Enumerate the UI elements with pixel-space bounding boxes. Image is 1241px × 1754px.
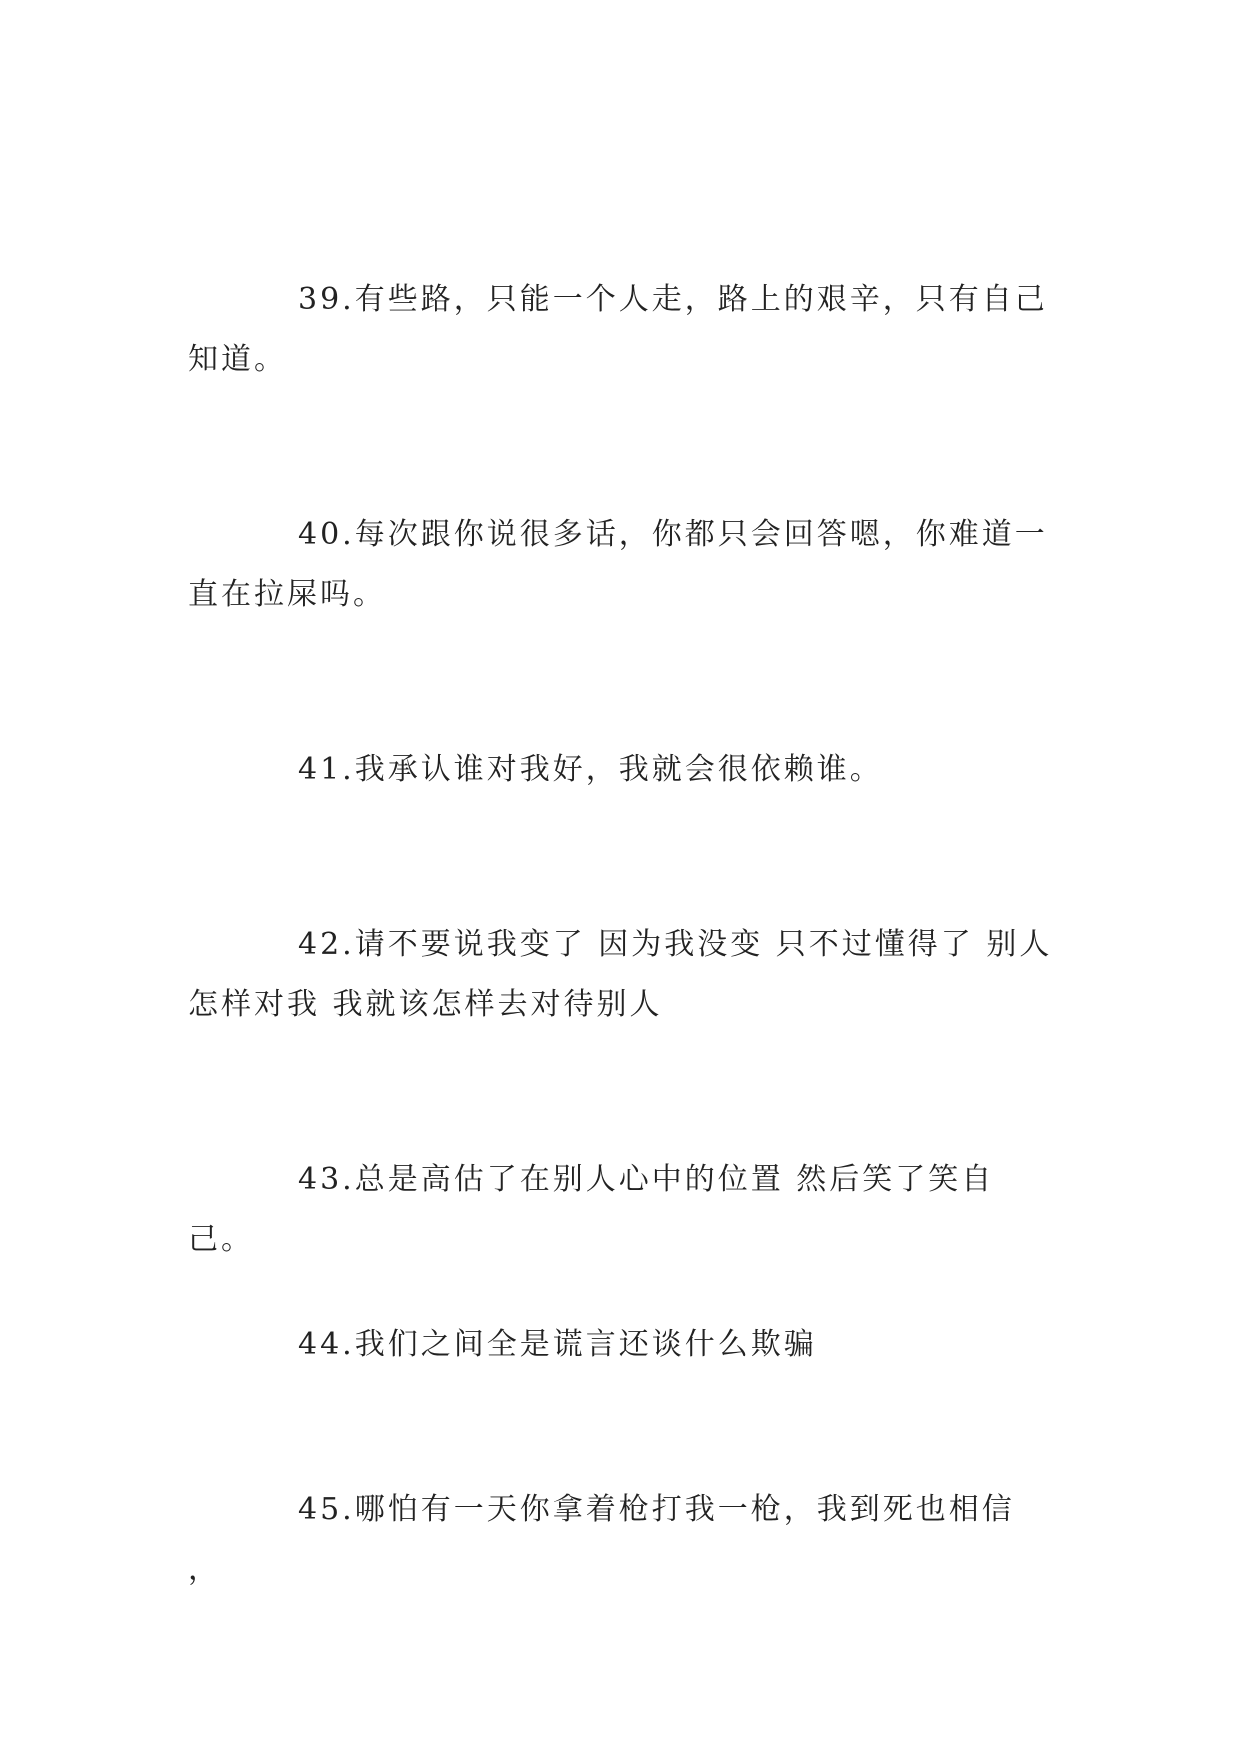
- paragraph-44: 44.我们之间全是谎言还谈什么欺骗: [298, 1327, 817, 1362]
- paragraph-40: 40.每次跟你说很多话，你都只会回答嗯，你难道一直在拉屎吗。: [188, 517, 1048, 612]
- paragraph-41: 41.我承认谁对我好，我就会很依赖谁。: [298, 752, 883, 787]
- paragraph-43: 43.总是高估了在别人心中的位置 然后笑了笑自己。: [188, 1162, 995, 1257]
- paragraph-42: 42.请不要说我变了 因为我没变 只不过懂得了 别人怎样对我 我就该怎样去对待别人: [188, 927, 1053, 1022]
- paragraph-39: 39.有些路，只能一个人走，路上的艰辛，只有自己知道。: [188, 282, 1048, 377]
- paragraph-45: 45.哪怕有一天你拿着枪打我一枪，我到死也相信 ，: [188, 1492, 1015, 1587]
